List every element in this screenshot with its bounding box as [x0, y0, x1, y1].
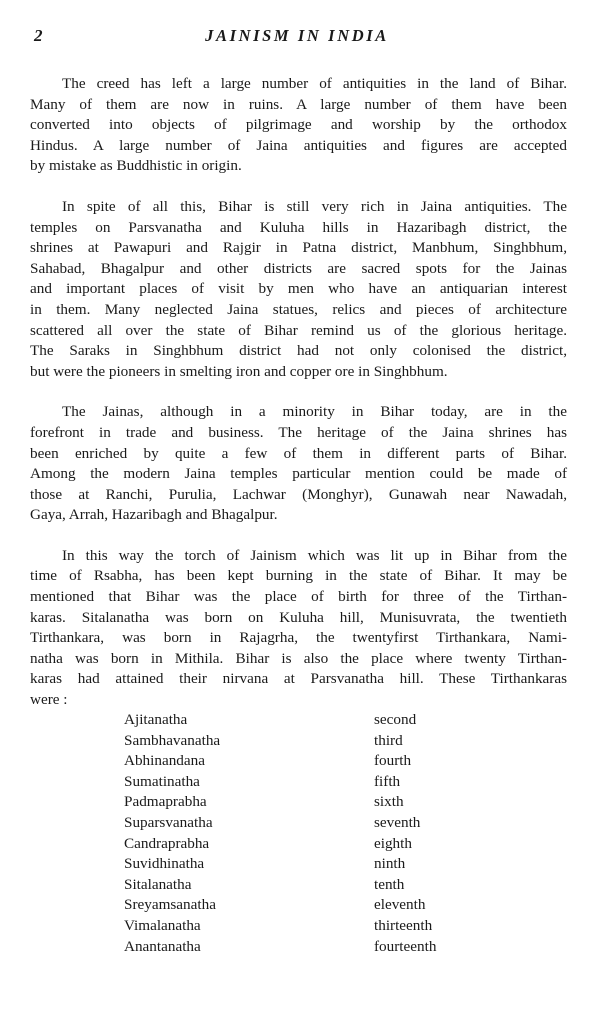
list-item — [124, 731, 484, 752]
text-line: Gaya, Arrah, Hazaribagh and Bhagalpur. — [30, 506, 278, 524]
body-text — [30, 74, 567, 713]
text-line: in them. Many neglected Jaina statues, relics and pieces of architecture — [30, 300, 567, 318]
text-line: karas had attained their nirvana at Parsvanatha hill. These Tirthankaras — [30, 670, 567, 688]
tirthankara-ordinal: second — [374, 711, 417, 728]
paragraph-antiquities — [30, 74, 567, 177]
text-line: shrines at Pawapuri and Rajgir in Patna district, Manbhum, Singhbhum, — [30, 239, 567, 257]
tirthankara-ordinal: ninth — [374, 855, 406, 873]
tirthankara-ordinal: third — [374, 731, 403, 749]
text-line: Many of them are now in ruins. A large number of them have been — [30, 95, 567, 113]
tirthankara-name: Vimalanatha — [124, 916, 201, 934]
text-line: were : — [30, 691, 68, 709]
list-item — [124, 834, 484, 855]
text-line: The creed has left a large number of antiquities in the land of Bihar. — [62, 75, 567, 92]
tirthankara-name: Abhinandana — [124, 752, 205, 770]
list-item — [124, 875, 484, 896]
list-item — [124, 751, 484, 772]
page-number: 2 — [34, 26, 43, 45]
tirthankara-ordinal: tenth — [374, 875, 405, 893]
tirthankara-list — [124, 710, 484, 957]
tirthankara-name: Sitalanatha — [124, 875, 192, 893]
text-line: scattered all over the state of Bihar remind us of the glorious heritage. — [30, 321, 567, 339]
list-item — [124, 710, 484, 731]
list-item — [124, 813, 484, 834]
tirthankara-ordinal: fifth — [374, 772, 401, 790]
paragraph-tirthankaras — [30, 546, 567, 711]
text-line: been enriched by quite a few of them in different parts of Bihar. — [30, 444, 567, 462]
paragraph-rich-in-antiquities — [30, 197, 567, 382]
tirthankara-ordinal: eighth — [374, 834, 412, 852]
text-line: In this way the torch of Jainism which was lit up in Bihar from the — [62, 546, 567, 564]
text-line: natha was born in Mithila. Bihar is also the place where twenty Tirthan- — [30, 649, 567, 667]
text-line: time of Rsabha, has been kept burning in the state of Bihar. It may be — [30, 567, 567, 585]
text-line: converted into objects of pilgrimage and worship by the orthodox — [30, 116, 567, 134]
tirthankara-ordinal: thirteenth — [374, 916, 433, 934]
list-item — [124, 916, 484, 937]
tirthankara-name: Sambhavanatha — [124, 731, 221, 749]
tirthankara-name: Sreyamsanatha — [124, 896, 216, 914]
text-line: but were the pioneers in smelting iron and copper ore in Singhbhum. — [30, 362, 448, 380]
tirthankara-name: Padmaprabha — [124, 793, 207, 811]
text-line: In spite of all this, Bihar is still very rich in Jaina antiquities. The — [62, 197, 567, 215]
text-line: those at Ranchi, Purulia, Lachwar (Monghyr), Gunawah near Nawadah, — [30, 485, 567, 503]
text-line: forefront in trade and business. The heritage of the Jaina shrines has — [30, 423, 567, 441]
list-item — [124, 937, 484, 958]
tirthankara-name: Sumatinatha — [124, 772, 200, 790]
tirthankara-ordinal: seventh — [374, 813, 421, 831]
text-line: mentioned that Bihar was the place of birth for three of the Tirthan- — [30, 588, 567, 606]
list-item — [124, 772, 484, 793]
text-line: by mistake as Buddhistic in origin. — [30, 157, 242, 175]
tirthankara-ordinal: fourteenth — [374, 937, 437, 955]
text-line: temples on Parsvanatha and Kuluha hills in Hazaribagh district, the — [30, 218, 567, 236]
text-line: karas. Sitalanatha was born on Kuluha hill, Munisuvrata, the twentieth — [30, 608, 567, 626]
tirthankara-ordinal: fourth — [374, 752, 412, 770]
tirthankara-name: Anantanatha — [124, 937, 201, 955]
page-header — [34, 26, 560, 50]
list-item — [124, 792, 484, 813]
tirthankara-name: Suparsvanatha — [124, 813, 213, 831]
tirthankara-name: Suvidhinatha — [124, 855, 205, 873]
text-line: The Jainas, although in a minority in Bihar today, are in the — [62, 403, 567, 421]
text-line: and important places of visit by men who have an antiquarian interest — [30, 280, 567, 298]
text-line: Tirthankara, was born in Rajagrha, the twentyfirst Tirthankara, Nami- — [30, 629, 567, 647]
text-line: Among the modern Jaina temples particular mention could be made of — [30, 465, 567, 483]
tirthankara-name: Candraprabha — [124, 834, 210, 852]
list-item — [124, 854, 484, 875]
text-line: Sahabad, Bhagalpur and other districts are sacred spots for the Jainas — [30, 259, 567, 277]
list-item — [124, 895, 484, 916]
tirthankara-name: Ajitanatha — [124, 711, 188, 728]
tirthankara-ordinal: eleventh — [374, 896, 426, 914]
running-title: JAINISM IN INDIA — [205, 26, 389, 45]
paragraph-modern-temples — [30, 402, 567, 526]
text-line: Hindus. A large number of Jaina antiquities and figures are accepted — [30, 136, 567, 154]
tirthankara-ordinal: sixth — [374, 793, 404, 811]
text-line: The Saraks in Singhbhum district had not only colonised the district, — [30, 342, 567, 360]
